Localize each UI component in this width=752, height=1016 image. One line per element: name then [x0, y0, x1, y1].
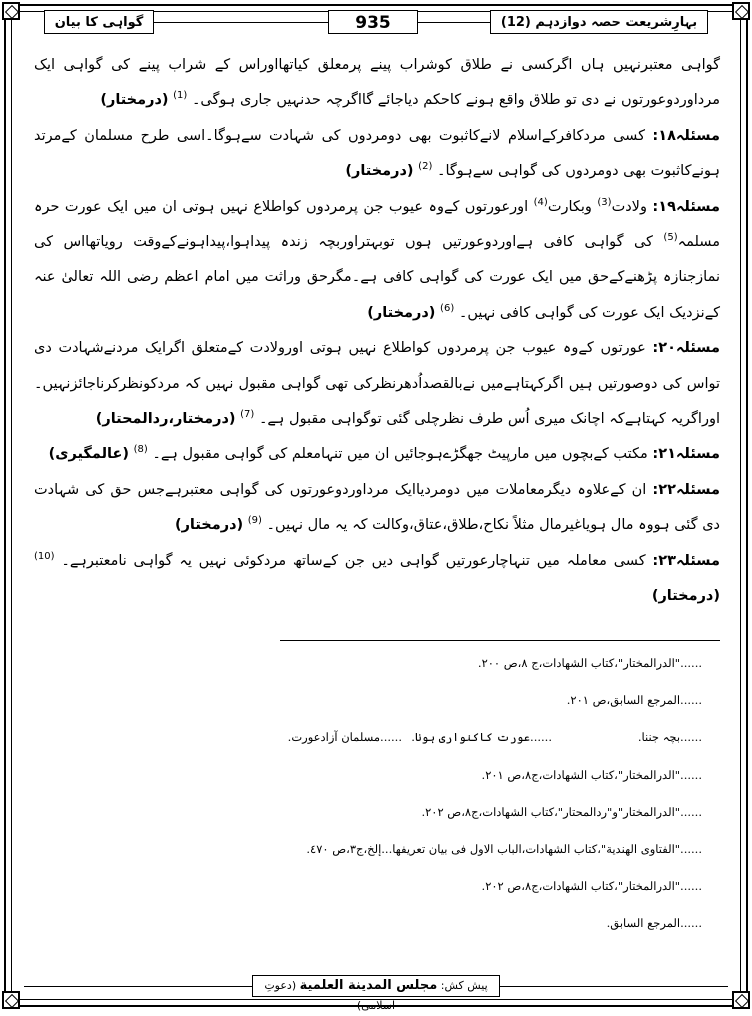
book-title: بہارِشریعت حصہ دوازدہم (12) — [490, 10, 708, 34]
intro-paragraph: گواہی معتبرنہیں ہاں اگرکسی نے طلاق کوشراب پینے پرمعلق کیاتھااوراس کے شراب پینے کی گواہی ایک مرداوردوعورتوں نے دی تو طلاق واقع ہونے کاحکم دیاجائے گااگرچہ حدنہیں جاری ہوگی۔ $^{(1)}$ (درمختار) — [34, 57, 720, 109]
corner-ornament — [2, 2, 20, 20]
issue-23: مسئلہ۲۳: کسی معاملہ میں تنہاچارعورتیں گواہی دیں جن کےساتھ مردکوئی نہیں یہ گواہی نامعتبرہے۔ $^{(10)}$ (درمختار) — [34, 550, 721, 605]
page-number: 935 — [328, 10, 418, 34]
header-rule — [154, 22, 328, 23]
source-citation: (درمختار،ردالمحتار) — [95, 411, 236, 428]
issue-22: مسئلہ۲۲: ان کےعلاوہ دیگرمعاملات میں دومردیاایک مرداوردوعورتوں کی گواہی معتبرہےجس حق کی شہادت دی گئی ہووہ مال ہویاغیرمال مثلاً نکاح،طلاق،عتاق،وکالت کہ یہ مال نہیں۔ $^{(9)}$ (درمختار) — [34, 481, 721, 534]
issue-19: مسئلہ۱۹: ولادت$^{(3)}$ وبکارت$^{(4)}$ اورعورتوں کےوہ عیوب جن پرمردوں کواطلاع نہیں ہوتی ان میں ایک عورت حرہ مسلمہ$^{(5)}$ کی گواہی کافی ہےاوردوعورتیں ہوں توبہتراوربچہ زندہ پیداہوا،پیداہونےکےوقت رویاتھااس کی نمازجنازہ پڑھنےکےحق میں ایک عورت کی گواہی کافی ہے۔مگرحق وراثت میں امام اعظم رضی اللہ تعالیٰ عنہ کےنزدیک ایک عورت کی گواہی کافی نہیں۔ $^{(6)}$ (درمختار) — [34, 196, 721, 321]
page-body — [34, 48, 720, 615]
chapter-title: گواہی کا بیان — [44, 10, 154, 34]
footnote-ref: (3) — [597, 196, 612, 208]
issue-label: مسئلہ۱۹: — [652, 198, 721, 215]
footnote-ref: (7) — [240, 409, 255, 421]
footnote-ref: (4) — [533, 196, 548, 208]
source-citation: (درمختار) — [367, 304, 436, 321]
footnote: ......المرجع السابق. — [606, 916, 702, 930]
page-footer — [0, 974, 752, 1012]
publisher-name: مجلس المدينة العلمية — [299, 978, 438, 993]
footnote-ref: (10) — [34, 550, 55, 562]
footnote-ref: (6) — [440, 303, 455, 315]
footnote: ......مسلمان آزادعورت. — [287, 730, 402, 744]
issue-label: مسئلہ۱۸: — [652, 127, 720, 144]
issue-20: مسئلہ۲۰: عورتوں کےوہ عیوب جن پرمردوں کواطلاع نہیں ہوتی اورولادت کےمتعلق اگرایک مردنےشہادت دی تواس کی دوصورتیں ہیں اگرکہتاہےمیں نےبالقصداُدھرنظرکی تھی گواہی مقبول نہیں کہ مردکونظرکرناجائزنہیں۔اوراگریہ کہتاہےکہ اچانک میری اُس طرف نظرچلی گئی توگواہی مقبول ہے۔ $^{(7)}$ (درمختار،ردالمحتار) — [34, 340, 720, 428]
issue-label: مسئلہ۲۱: — [652, 446, 720, 463]
source-citation: (درمختار) — [651, 588, 720, 605]
footnote-ref: (5) — [663, 232, 678, 244]
footer-rule — [24, 986, 252, 987]
issue-18: مسئلہ۱۸: کسی مردکافرکےاسلام لانےکاثبوت بھی دومردوں کی شہادت سےہوگا۔اسی طرح مسلمان کےمرتد ہونےکاثبوت بھی دومردوں کی گواہی سےہوگا۔ $^{(2)}$ (درمختار) — [34, 127, 720, 180]
footnote: ......عورت کاکنواری ہونا. — [411, 730, 552, 744]
source-citation: (درمختار) — [100, 92, 169, 109]
footnote: ......"الدرالمختار"،كتاب الشهادات،ج ٨،ص ٢٠٠. — [477, 656, 702, 670]
footnote: ......بچہ جننا. — [637, 730, 702, 744]
publisher-box: پیش کش: مجلس المدينة العلمية (دعوتِ اسلامی) — [252, 975, 500, 997]
source-citation: (عالمگیری) — [48, 446, 129, 463]
footnote: ......"الدرالمختار"و"ردالمحتار"،كتاب الشهادات،ج٨،ص ٢٠٢. — [421, 805, 702, 819]
issue-label: مسئلہ۲۲: — [652, 481, 721, 498]
footnote-separator — [280, 640, 720, 641]
page-header — [24, 8, 728, 38]
footer-rule — [500, 986, 728, 987]
footnote-ref: (2) — [418, 161, 433, 173]
corner-ornament — [732, 2, 750, 20]
source-citation: (درمختار) — [174, 517, 244, 534]
footnote-ref: (1) — [173, 90, 188, 102]
footnote: ......"الدرالمختار"،كتاب الشهادات،ج٨،ص ٢٠١. — [481, 768, 702, 782]
issue-label: مسئلہ۲۰: — [652, 340, 720, 357]
footnote: ......المرجع السابق،ص ٢٠١. — [566, 693, 702, 707]
footnote-ref: (8) — [133, 444, 148, 456]
issue-21: مسئلہ۲۱: مکتب کےبچوں میں مارپیٹ جھگڑےہوجائیں ان میں تنہامعلم کی گواہی مقبول ہے۔ $^{(8)}$ (عالمگیری) — [48, 444, 720, 463]
footnote: ......"الدرالمختار"،كتاب الشهادات،ج٨،ص ٢٠٢. — [481, 879, 702, 893]
footnote: ......"الفتاوى الهندية"،كتاب الشهادات،الباب الاول فى بيان تعريفها...إلخ،ج٣،ص ٤٧٠. — [306, 842, 702, 856]
footnote-ref: (9) — [247, 515, 262, 527]
source-citation: (درمختار) — [345, 163, 414, 180]
issue-label: مسئلہ۲۳: — [652, 552, 721, 569]
